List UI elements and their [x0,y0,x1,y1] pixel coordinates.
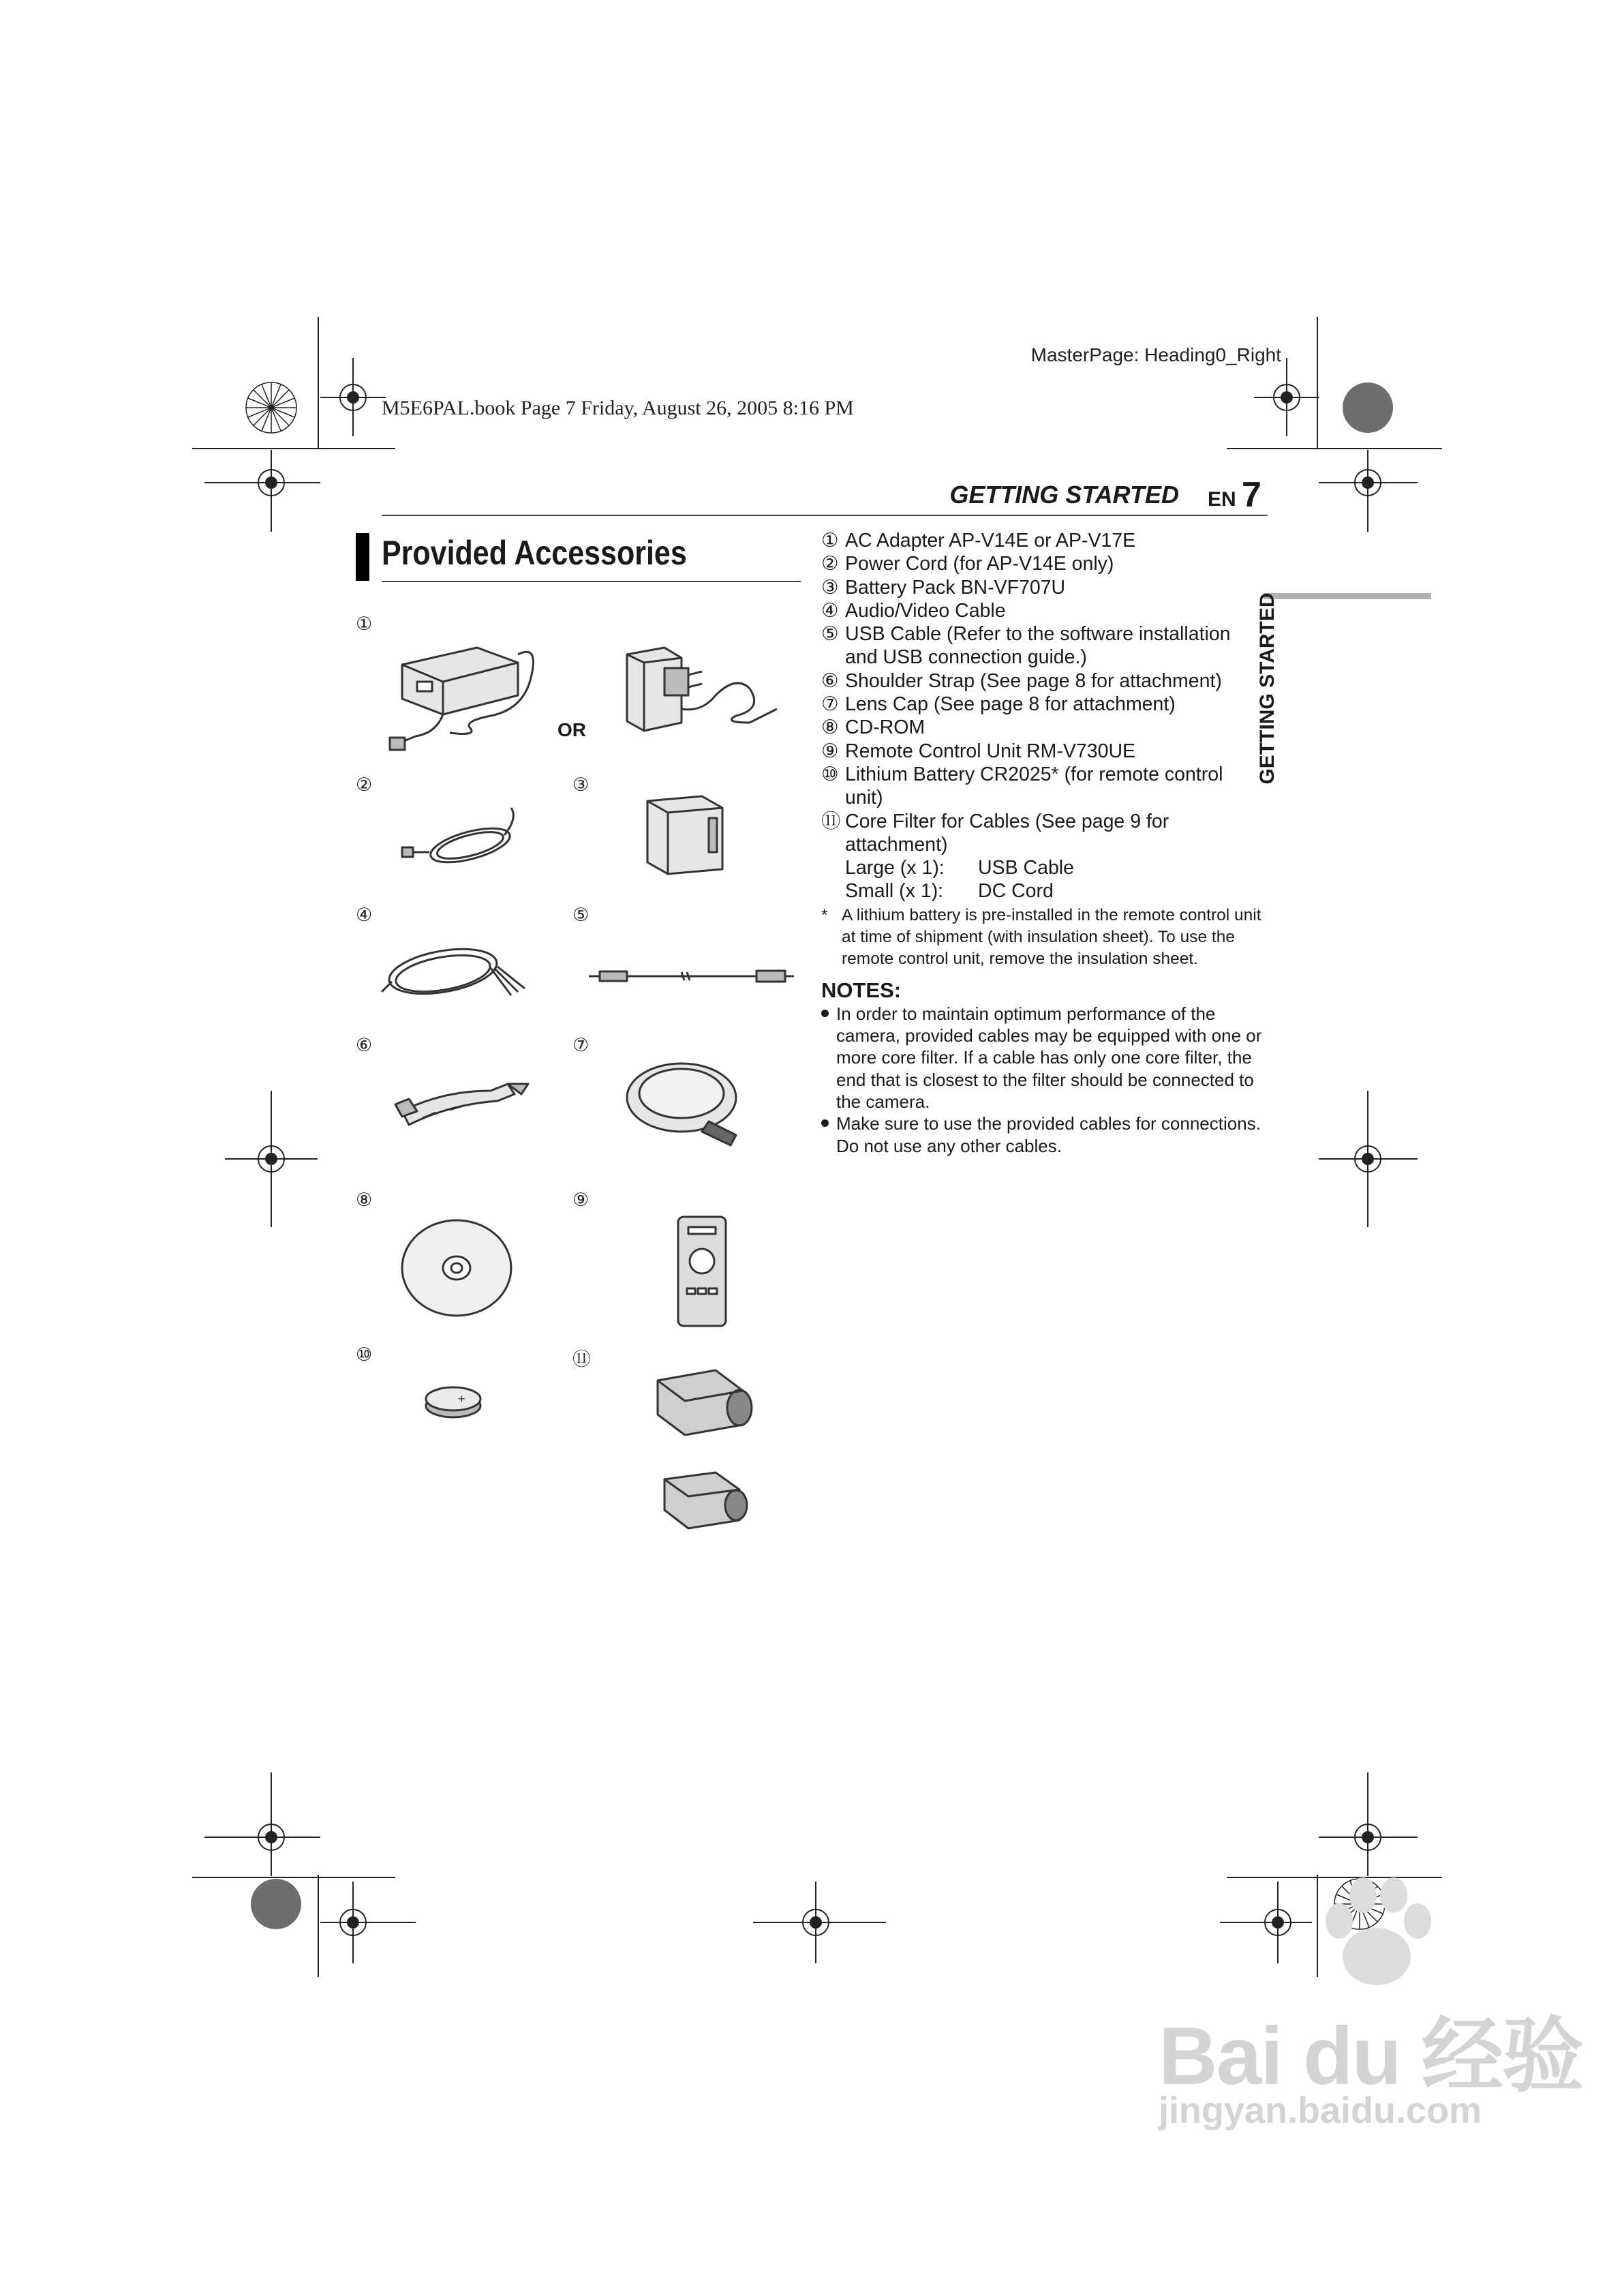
list-item [821,810,1264,857]
battery-plus-mark: + [458,1392,465,1406]
core-filter-size: Small (x 1): [845,880,944,903]
illustration-label: ⑩ [356,1344,373,1365]
watermark-logo: Bai du 经验 [1159,2010,1583,2102]
item-text: CD-ROM [845,716,925,739]
file-slug: M5E6PAL.book Page 7 Friday, August 26, 2005 8:16 PM [382,397,854,419]
core-filter-use: DC Cord [978,880,1054,903]
item-number: ① [821,530,839,552]
item-number: ⑤ [821,623,839,646]
item-text: AC Adapter AP-V14E or AP-V17E [845,530,1136,552]
page-title: Provided Accessories [382,534,687,572]
item-text: Power Cord (for AP-V14E only) [845,553,1114,575]
ac-adapter-plug-illustration [627,648,777,731]
side-tab-label: GETTING STARTED [1256,592,1279,785]
registration-target [1319,1772,1418,1876]
list-item [821,529,1264,552]
bullet-icon [821,1010,829,1017]
item-text: Lithium Battery CR2025* (for remote control unit) [845,763,1223,809]
list-item [821,740,1264,763]
item-text: Remote Control Unit RM-V730UE [845,740,1136,762]
illustration-label: ⑧ [356,1190,373,1210]
cd-rom-illustration [402,1220,511,1316]
item-number: ② [821,553,839,575]
watermark-url: jingyan.baidu.com [1159,2090,1482,2131]
power-cord-illustration [402,808,513,869]
registration-target [320,1882,416,1963]
ac-adapter-illustration [390,648,534,750]
accessory-list [821,529,1264,1157]
list-item [821,576,1264,599]
item-number: ④ [821,599,839,622]
item-number: ⑩ [821,763,839,785]
illustration-label: ⑪ [572,1349,591,1370]
item-text: USB Cable (Refer to the software installation and USB connection guide.) [845,623,1231,669]
footnote [821,905,1264,970]
illustration-label: ⑤ [572,905,590,925]
footnote-mark: * [821,905,828,924]
notes-heading: NOTES: [821,978,902,1002]
item-number: ⑪ [821,810,841,832]
paw-logo-icon [1309,1868,1445,1997]
illustration-label: ④ [356,905,373,925]
remote-control-illustration [678,1217,726,1326]
or-label: OR [557,719,586,740]
list-item [821,599,1264,622]
side-tab-bar [1264,593,1431,599]
battery-pack-illustration [647,796,722,874]
registration-target [204,1772,320,1876]
item-text: Audio/Video Cable [845,599,1006,622]
audio-video-cable-illustration [382,942,525,1001]
item-number: ③ [821,576,839,599]
shoulder-strap-illustration [395,1084,528,1125]
note-item [821,1113,1264,1157]
core-filter-size: Large (x 1): [845,857,945,879]
density-patch [251,1879,301,1929]
note-item [821,1003,1264,1113]
density-patch [1343,382,1393,433]
illustration-label: ③ [572,774,590,795]
registration-target [1319,450,1418,532]
registration-target [1220,1882,1312,1963]
note-text: In order to maintain optimum performance of the camera, provided cables may be equipped with one or more core filter. If a cable has only one core filter, the end that is closest to the filter should be connected to the camera. [836,1003,1262,1112]
core-filter-large-illustration [658,1370,752,1435]
page-number: 7 [1242,475,1261,515]
accessory-illustrations [0,0,804,1554]
core-filter-size-row [821,879,1264,903]
illustration-label: ⑦ [572,1035,590,1055]
list-item [821,669,1264,693]
list-item [821,622,1264,669]
illustration-label: ⑨ [572,1190,590,1210]
lithium-battery-illustration [426,1387,480,1417]
master-page-label: MasterPage: Heading0_Right [1030,344,1281,365]
language-code: EN [1208,488,1236,511]
item-text: Shoulder Strap (See page 8 for attachment) [845,669,1222,692]
item-number: ⑧ [821,716,839,739]
usb-cable-illustration [589,971,794,982]
lens-cap-illustration [627,1063,736,1145]
illustration-label: ⑥ [356,1035,373,1055]
illustration-label: ① [356,614,373,634]
core-filter-use: USB Cable [978,857,1074,879]
list-item [821,693,1264,716]
list-item [821,716,1264,739]
core-filter-small-illustration [664,1472,747,1528]
list-item [821,763,1264,810]
item-number: ⑥ [821,669,839,692]
bullet-icon [821,1119,829,1127]
item-text: Lens Cap (See page 8 for attachment) [845,693,1176,716]
illustration-label: ② [356,774,373,795]
item-number: ⑦ [821,693,839,716]
running-head-section: GETTING STARTED [949,481,1179,509]
core-filter-size-row [821,856,1264,879]
item-text: Core Filter for Cables (See page 9 for attachment) [845,810,1169,856]
note-text: Make sure to use the provided cables for connections. Do not use any other cables. [836,1113,1261,1156]
footnote-text: A lithium battery is pre-installed in the remote control unit at time of shipment (with insulation sheet). To use the remote control unit, remove the insulation sheet. [842,905,1261,968]
item-number: ⑨ [821,740,839,762]
list-item [821,552,1264,575]
item-text: Battery Pack BN-VF707U [845,576,1066,599]
